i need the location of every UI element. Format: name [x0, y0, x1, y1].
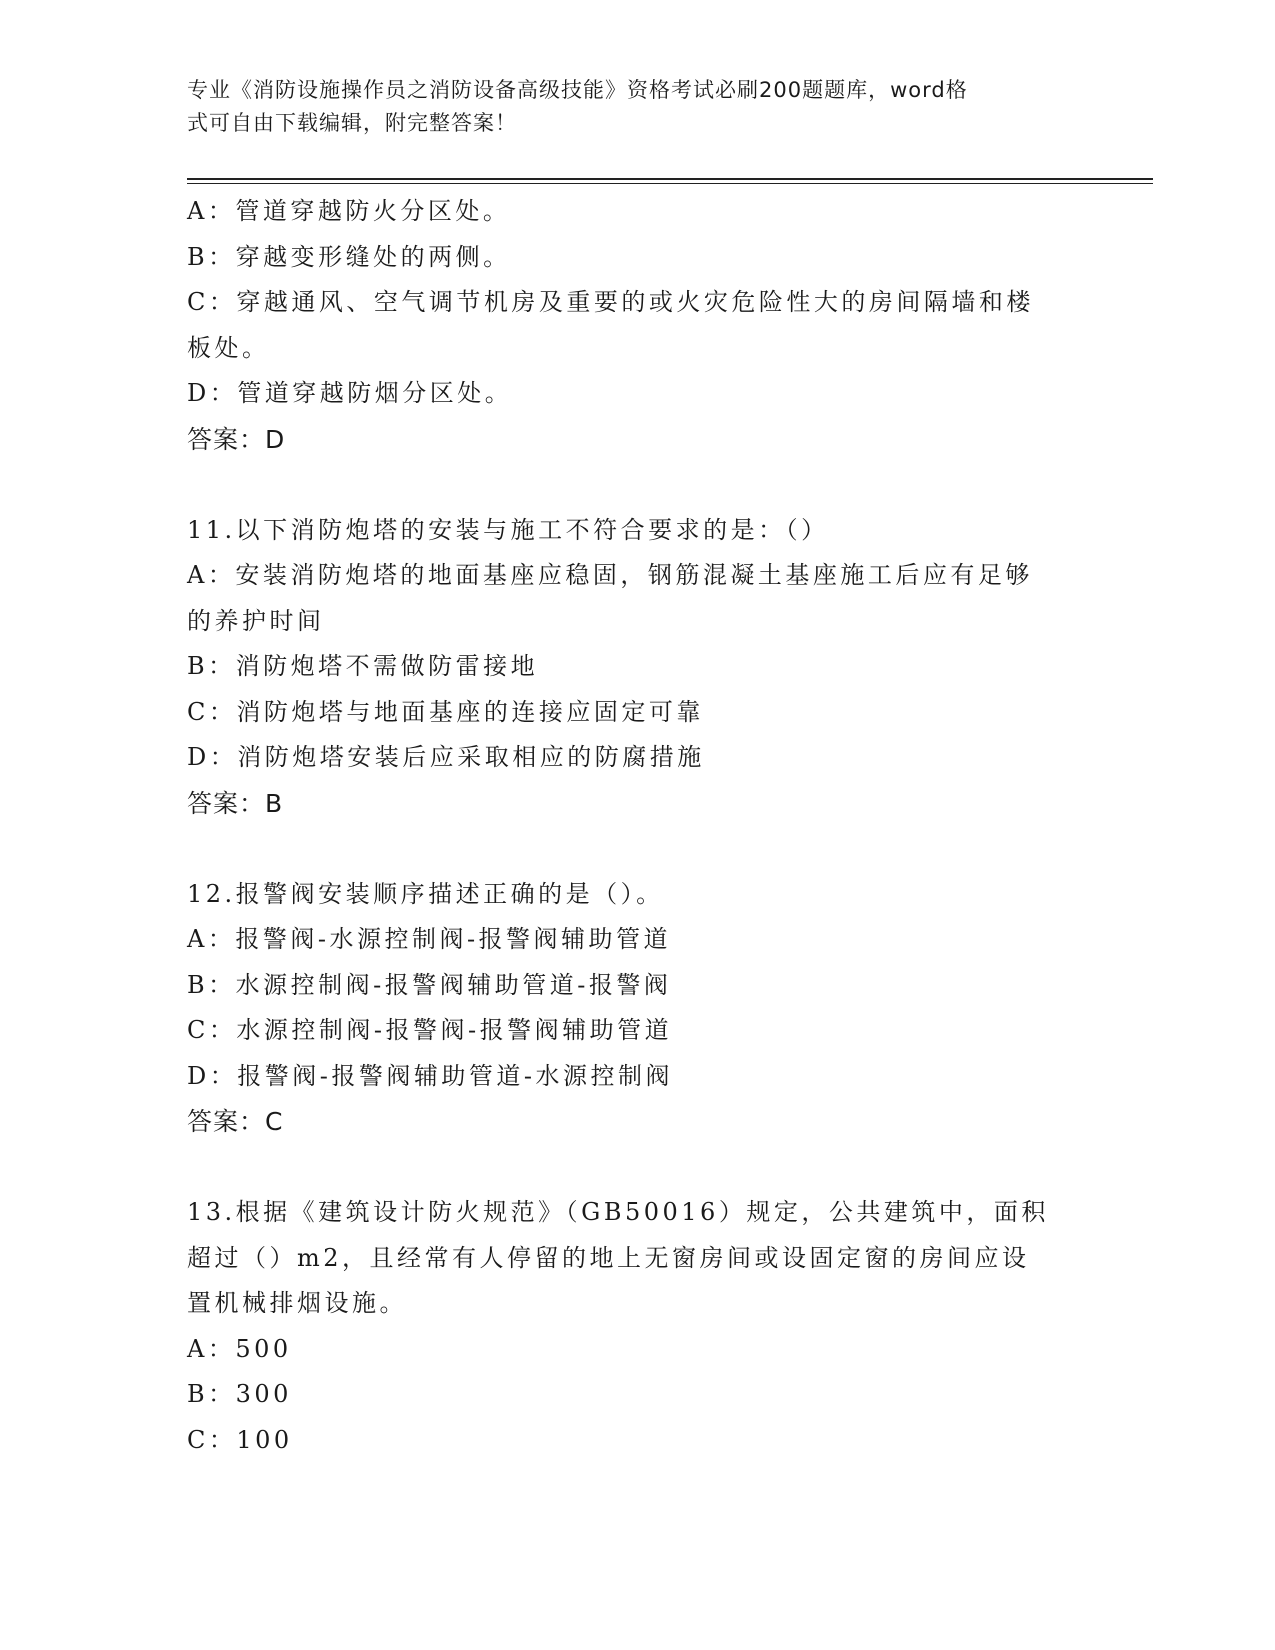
question-13-block	[187, 1190, 1077, 1463]
question-12-block	[187, 872, 1077, 1145]
q10-option-a: A：管道穿越防火分区处。	[187, 197, 511, 225]
question-10-block	[187, 189, 1077, 462]
q13-option-b: B：300	[187, 1380, 292, 1408]
q11-stem: 11.以下消防炮塔的安装与施工不符合要求的是：（）	[187, 515, 829, 544]
header-divider-thick	[187, 178, 1153, 180]
q13-stem-line-2: 超过（）m2，且经常有人停留的地上无窗房间或设固定窗的房间应设	[187, 1243, 1030, 1272]
q13-option-a: A：500	[187, 1334, 292, 1363]
q13-stem-line-1: 13.根据《建筑设计防火规范》（GB50016）规定，公共建筑中，面积	[187, 1198, 1049, 1226]
q13-option-c: C：100	[187, 1425, 293, 1454]
q10-option-d: D：管道穿越防烟分区处。	[187, 379, 513, 407]
q11-option-a-line-1: A：安装消防炮塔的地面基座应稳固，钢筋混凝土基座施工后应有足够	[187, 561, 1033, 589]
q11-option-a-line-2: 的养护时间	[187, 606, 325, 635]
header-line-1: 专业《消防设施操作员之消防设备高级技能》资格考试必刷200题题库，word格	[187, 78, 968, 102]
q10-option-c-line-2: 板处。	[187, 333, 270, 362]
q11-option-d: D：消防炮塔安装后应采取相应的防腐措施	[187, 743, 705, 771]
q10-option-b: B：穿越变形缝处的两侧。	[187, 242, 511, 271]
q12-option-a: A：报警阀-水源控制阀-报警阀辅助管道	[187, 925, 672, 953]
q12-stem: 12.报警阀安装顺序描述正确的是（）。	[187, 879, 664, 908]
q12-answer: 答案：C	[187, 1107, 284, 1136]
q10-answer: 答案：D	[187, 424, 286, 454]
q13-stem-line-3: 置机械排烟设施。	[187, 1289, 407, 1317]
q12-option-b: B：水源控制阀-报警阀辅助管道-报警阀	[187, 970, 672, 999]
question-11-block	[187, 508, 1077, 827]
q12-option-d: D：报警阀-报警阀辅助管道-水源控制阀	[187, 1061, 673, 1090]
q11-answer: 答案：B	[187, 788, 284, 818]
q11-option-c: C：消防炮塔与地面基座的连接应固定可靠	[187, 697, 704, 726]
q12-option-c: C：水源控制阀-报警阀-报警阀辅助管道	[187, 1016, 673, 1044]
document-header	[187, 74, 1067, 140]
header-line-2: 式可自由下载编辑，附完整答案！	[187, 111, 517, 135]
q11-option-b: B：消防炮塔不需做防雷接地	[187, 652, 539, 680]
spacer	[187, 1145, 1077, 1191]
spacer	[187, 826, 1077, 872]
q10-option-c-line-1: C：穿越通风、空气调节机房及重要的或火灾危险性大的房间隔墙和楼	[187, 288, 1034, 316]
question-content	[187, 189, 1077, 1463]
spacer	[187, 462, 1077, 508]
header-divider-thin	[187, 183, 1153, 184]
